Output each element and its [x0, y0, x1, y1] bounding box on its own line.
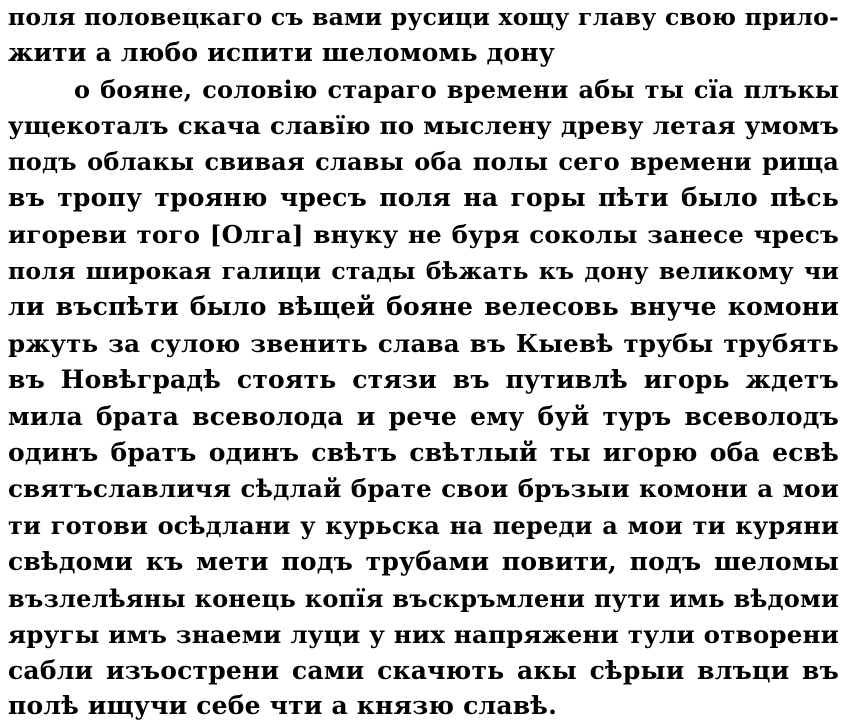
text-line-13: одинъ братъ одинъ свѣтъ свѣтлый ты игорю оба есвѣ	[8, 438, 839, 467]
text-line-16: свѣдоми къ мети подъ трубами повити, подъ шеломы	[8, 547, 839, 576]
text-line-18: яругы имъ знаеми луци у них напряжени тули отворени	[8, 620, 839, 649]
text-line-6: въ тропу трояню чресъ поля на горы пѣти было пѣсь	[8, 183, 839, 212]
text-line-14: святъславличя сѣдлай брате свои бръзыи комони а мои	[8, 474, 839, 503]
text-line-15: ти готови осѣдлани у курьска на переди а мои ти куряни	[8, 511, 839, 540]
text-line-19: сабли изъострени сами скачють акы сѣрыи влъци въ	[8, 656, 839, 685]
text-line-20: полѣ ищучи себе чти а князю славѣ.	[8, 691, 557, 720]
text-line-11: въ Новѣградѣ стоять стязи въ путивлѣ игорь ждетъ	[8, 365, 839, 394]
text-line-17: възлелѣяны конець копїя въскръмлени пути имь вѣдоми	[8, 584, 839, 613]
text-line-4: ущекоталъ скача славїю по мыслену древу летая умомъ	[8, 111, 839, 140]
text-line-9: ли въспѣти было вѣщей бояне велесовь внуче комони	[8, 292, 839, 321]
text-line-10: ржуть за сулою звенить слава въ Кыевѣ трубы трубять	[8, 329, 839, 358]
text-line-7: игореви того [Олга] внуку не буря соколы занесе чресъ	[8, 220, 839, 249]
text-line-1: поля половецкаго съ вами русици хощу главу свою прило-	[8, 3, 839, 31]
text-line-5: подъ облакы свивая славы оба полы сего времени рища	[8, 147, 839, 176]
text-line-8: поля широкая галици стады бѣжать къ дону великому чи	[8, 257, 839, 285]
text-line-3: о бояне, соловію стараго времени абы ты сїа плъкы	[74, 75, 839, 104]
text-line-12: мила брата всеволода и рече ему буй туръ всеволодъ	[8, 402, 839, 431]
text-line-2: жити а любо испити шеломомь дону	[8, 38, 555, 67]
